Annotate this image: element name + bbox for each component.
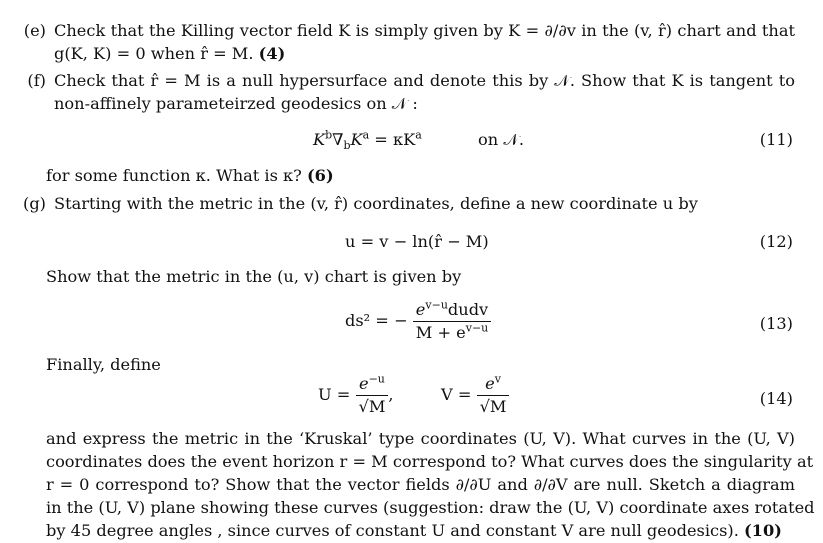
equation-14-U: U = $\frac{e^{-u}}{√M}$ , (318, 372, 394, 416)
equation-13-number: (13) (759, 314, 793, 333)
paragraph-line-4: in the (U, V) plane showing these curves (suggestion: draw the (U, V) coordinate axes rotated (46, 498, 815, 517)
question-g-line-2: Show that the metric in the (u, v) chart is given by (46, 267, 462, 286)
paragraph-line-1: and express the metric in the ‘Kruskal’ type coordinates (U, V). What curves in the (U, V) (46, 429, 795, 448)
question-f-kappa-line: for some function κ. What is κ? (6) (46, 166, 334, 185)
question-f-label: (f) (27, 71, 46, 90)
equation-11: $K^b\nabla_bK^a = \kappa K^a$ (313, 128, 422, 153)
paragraph-line-2: coordinates does the event horizon r = M correspond to? What curves does the singularity at (46, 452, 814, 471)
question-g-marks: (10) (744, 521, 782, 540)
equation-11-number: (11) (759, 130, 793, 149)
question-g-paragraph (46, 427, 815, 542)
question-e-marks: (4) (258, 44, 286, 63)
question-f-marks: (6) (307, 166, 334, 185)
question-e-line-2-text: g(K, K) = 0 when r̂ = M. (54, 44, 254, 63)
paragraph-line-3: r = 0 correspond to? Show that the vector fields ∂/∂U and ∂/∂V are null. Sketch a diagram (46, 475, 795, 494)
paragraph-line-5: by 45 degree angles , since curves of constant U and constant V are null geodesics). (10) (46, 521, 782, 540)
question-e-line-1: Check that the Killing vector field K is simply given by K = ∂/∂v in the (v, r̂) chart and that (54, 21, 795, 40)
question-f-line-2: non-affinely parameteirzed geodesics on 𝒩 : (54, 94, 418, 113)
equation-12: u = v − ln(r̂ − M) (345, 232, 489, 251)
question-e-label: (e) (23, 21, 46, 40)
question-g-line-1: Starting with the metric in the (v, r̂) coordinates, define a new coordinate u by (54, 194, 698, 213)
equation-13: ds² = − $\frac{e^{v-u}dudv}{M + e^{v-u}}$ (345, 299, 491, 344)
question-f-line-1: Check that r̂ = M is a null hypersurface and denote this by 𝒩. Show that K is tangent to (54, 71, 795, 90)
question-e-line-2 (54, 42, 795, 65)
equation-14-number: (14) (759, 389, 793, 408)
equation-12-number: (12) (759, 232, 793, 251)
question-g-label: (g) (23, 194, 46, 213)
equation-13-fraction: $\frac{e^{v-u}dudv}{M + e^{v-u}}$ (413, 299, 492, 344)
question-g-finally: Finally, define (46, 355, 161, 374)
equation-11-condition: on 𝒩. (478, 130, 524, 149)
equation-14-V: V = $\frac{e^v}{√M}$ (441, 373, 509, 418)
